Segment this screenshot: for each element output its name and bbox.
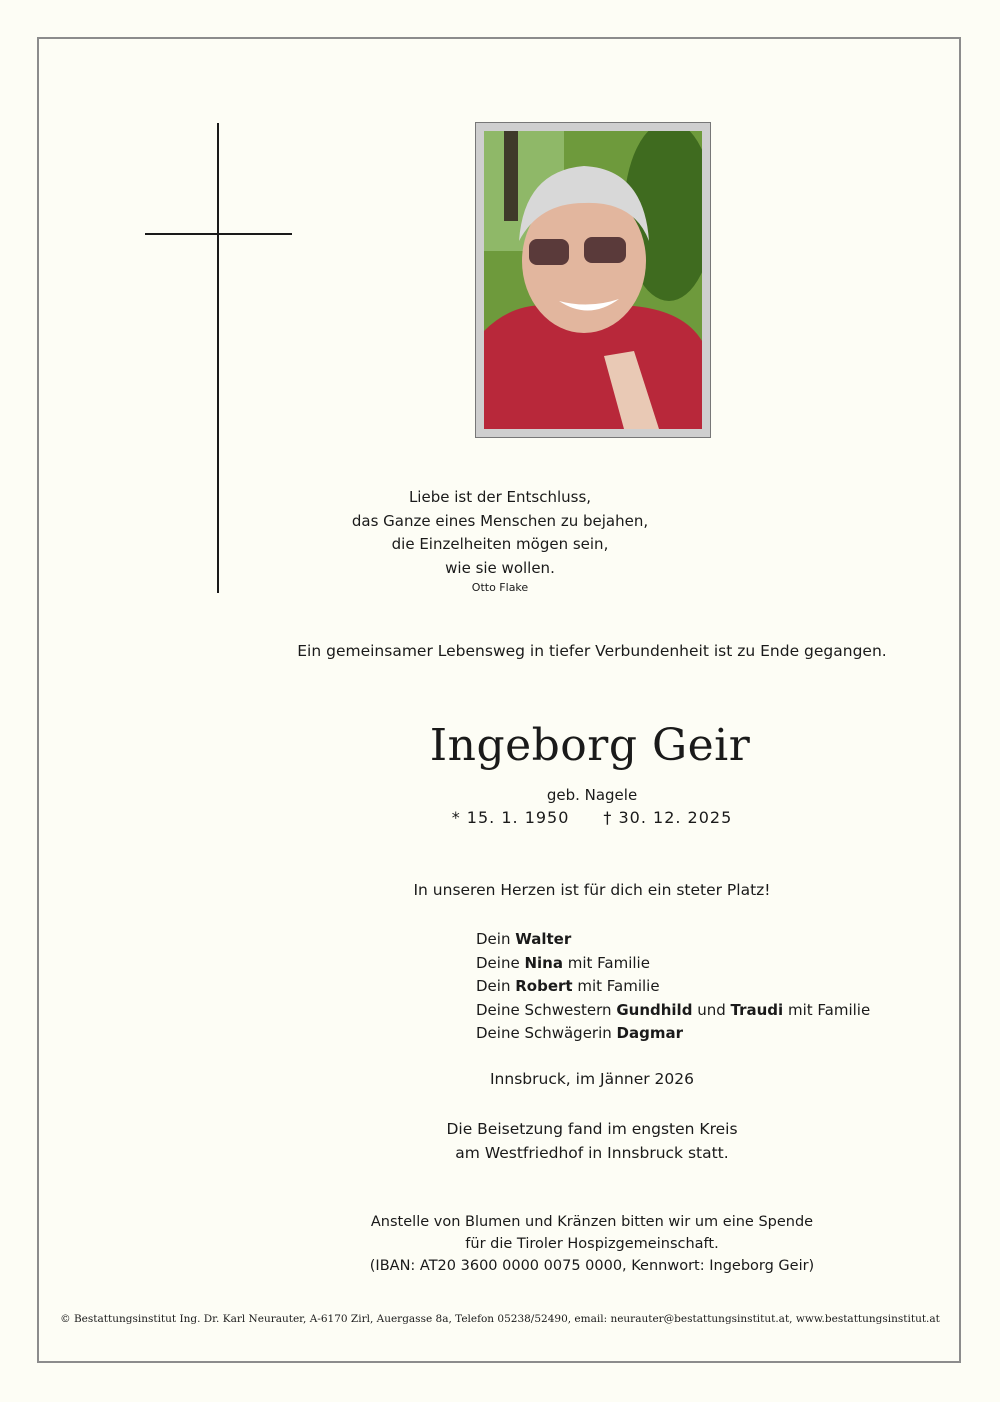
family-line: Dein Robert mit Familie xyxy=(476,977,660,995)
family-member-name: Traudi xyxy=(730,1000,784,1019)
poem-author: Otto Flake xyxy=(471,581,529,594)
donation-line: für die Tiroler Hospizgemeinschaft. xyxy=(465,1236,719,1252)
donation-line: (IBAN: AT20 3600 0000 0075 0000, Kennwort: Ingeborg Geir) xyxy=(369,1258,815,1274)
burial-line: Die Beisetzung fand im engsten Kreis xyxy=(446,1120,738,1138)
donation-line: Anstelle von Blumen und Kränzen bitten wir um eine Spende xyxy=(370,1214,814,1230)
family-member-name: Nina xyxy=(524,953,563,972)
burial-line: am Westfriedhof in Innsbruck statt. xyxy=(455,1143,729,1162)
place-date: Innsbruck, im Jänner 2026 xyxy=(489,1070,694,1088)
deceased-name: Ingeborg Geir xyxy=(429,720,751,771)
family-line: Deine Nina mit Familie xyxy=(476,953,650,972)
poem-line: wie sie wollen. xyxy=(445,558,555,577)
portrait-photo-frame xyxy=(475,122,711,438)
poem xyxy=(0,486,1000,596)
footer-imprint: © Bestattungsinstitut Ing. Dr. Karl Neurauter, A-6170 Zirl, Auergasse 8a, Telefon 05238/52490, email: neurauter@bestattungsinstitut.at, www.bestattungsinstitut.at xyxy=(60,1313,940,1325)
poem-line: die Einzelheiten mögen sein, xyxy=(391,535,609,553)
lifeline-text: Ein gemeinsamer Lebensweg in tiefer Verbundenheit ist zu Ende gegangen. xyxy=(297,642,887,660)
death-date: † 30. 12. 2025 xyxy=(603,808,733,827)
heart-line: In unseren Herzen ist für dich ein steter Platz! xyxy=(413,881,771,899)
burial-note xyxy=(92,1118,1000,1165)
cross-icon-horizontal xyxy=(145,233,292,235)
birth-date: * 15. 1. 1950 xyxy=(451,808,570,827)
family-list xyxy=(476,928,870,1046)
born-name: geb. Nagele xyxy=(546,786,638,804)
family-line: Deine Schwestern Gundhild und Traudi mit Familie xyxy=(476,1000,871,1019)
family-member-name: Walter xyxy=(515,930,572,948)
family-member-name: Dagmar xyxy=(616,1024,684,1042)
family-member-name: Gundhild xyxy=(616,1000,693,1019)
poem-line: Liebe ist der Entschluss, xyxy=(408,488,592,506)
poem-line: das Ganze eines Menschen zu bejahen, xyxy=(351,511,649,530)
portrait-illustration-icon xyxy=(484,131,702,429)
family-line: Deine Schwägerin Dagmar xyxy=(476,1024,684,1042)
donation-note xyxy=(92,1211,1000,1277)
family-line: Dein Walter xyxy=(476,930,572,948)
family-member-name: Robert xyxy=(515,977,573,995)
life-dates xyxy=(92,808,1000,827)
portrait-photo xyxy=(484,131,702,429)
